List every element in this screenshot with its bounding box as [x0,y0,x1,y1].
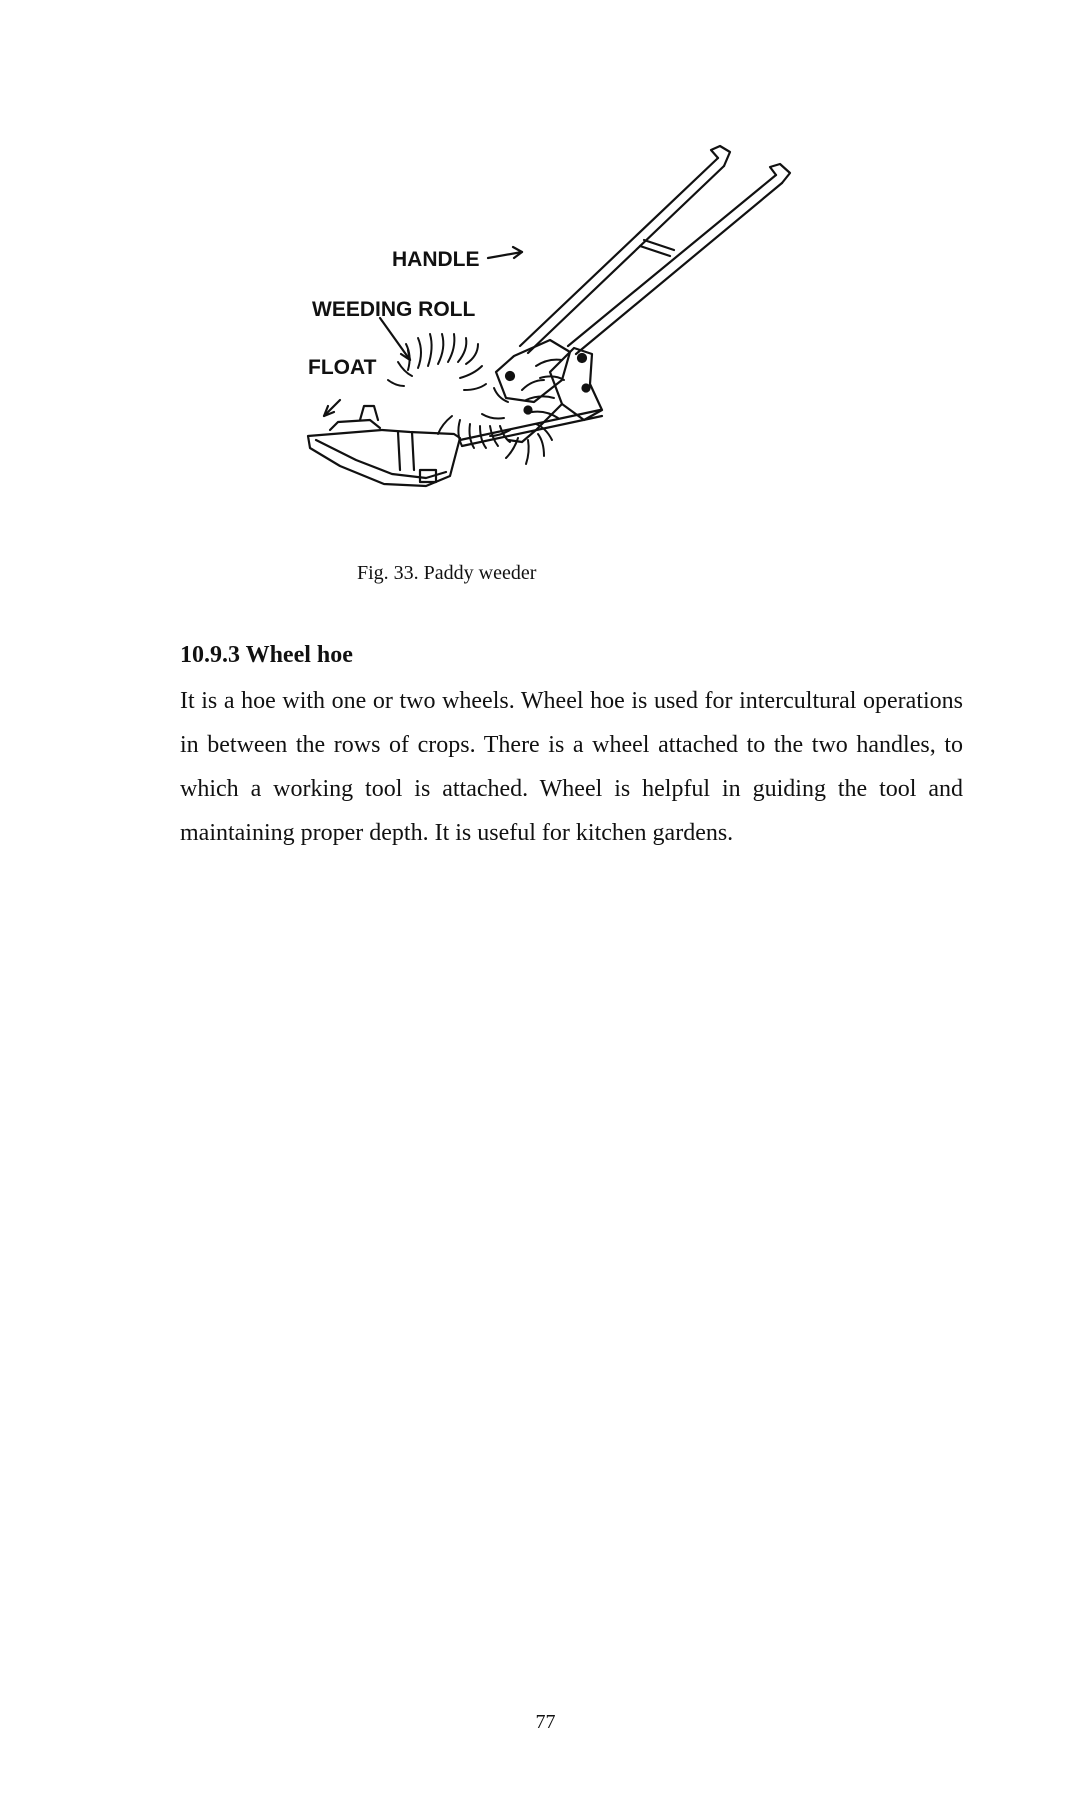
weeding-roll-label: WEEDING ROLL [312,298,476,321]
page-number: 77 [535,1711,556,1733]
paddy-weeder-figure [300,140,810,520]
section-paragraph: It is a hoe with one or two wheels. Wheel hoe is used for intercultural operations in between the rows of crops. There is a wheel attached to the two handles, to which a working tool is attached. Wheel is helpful in guiding the tool and maintaining proper depth. It is useful for kitchen gardens. [180,688,963,846]
section-heading: 10.9.3 Wheel hoe [180,642,353,668]
paddy-weeder-drawing [300,140,810,520]
float-label: FLOAT [308,356,377,379]
figure-caption: Fig. 33. Paddy weeder [357,562,537,584]
handle-label: HANDLE [392,248,480,271]
